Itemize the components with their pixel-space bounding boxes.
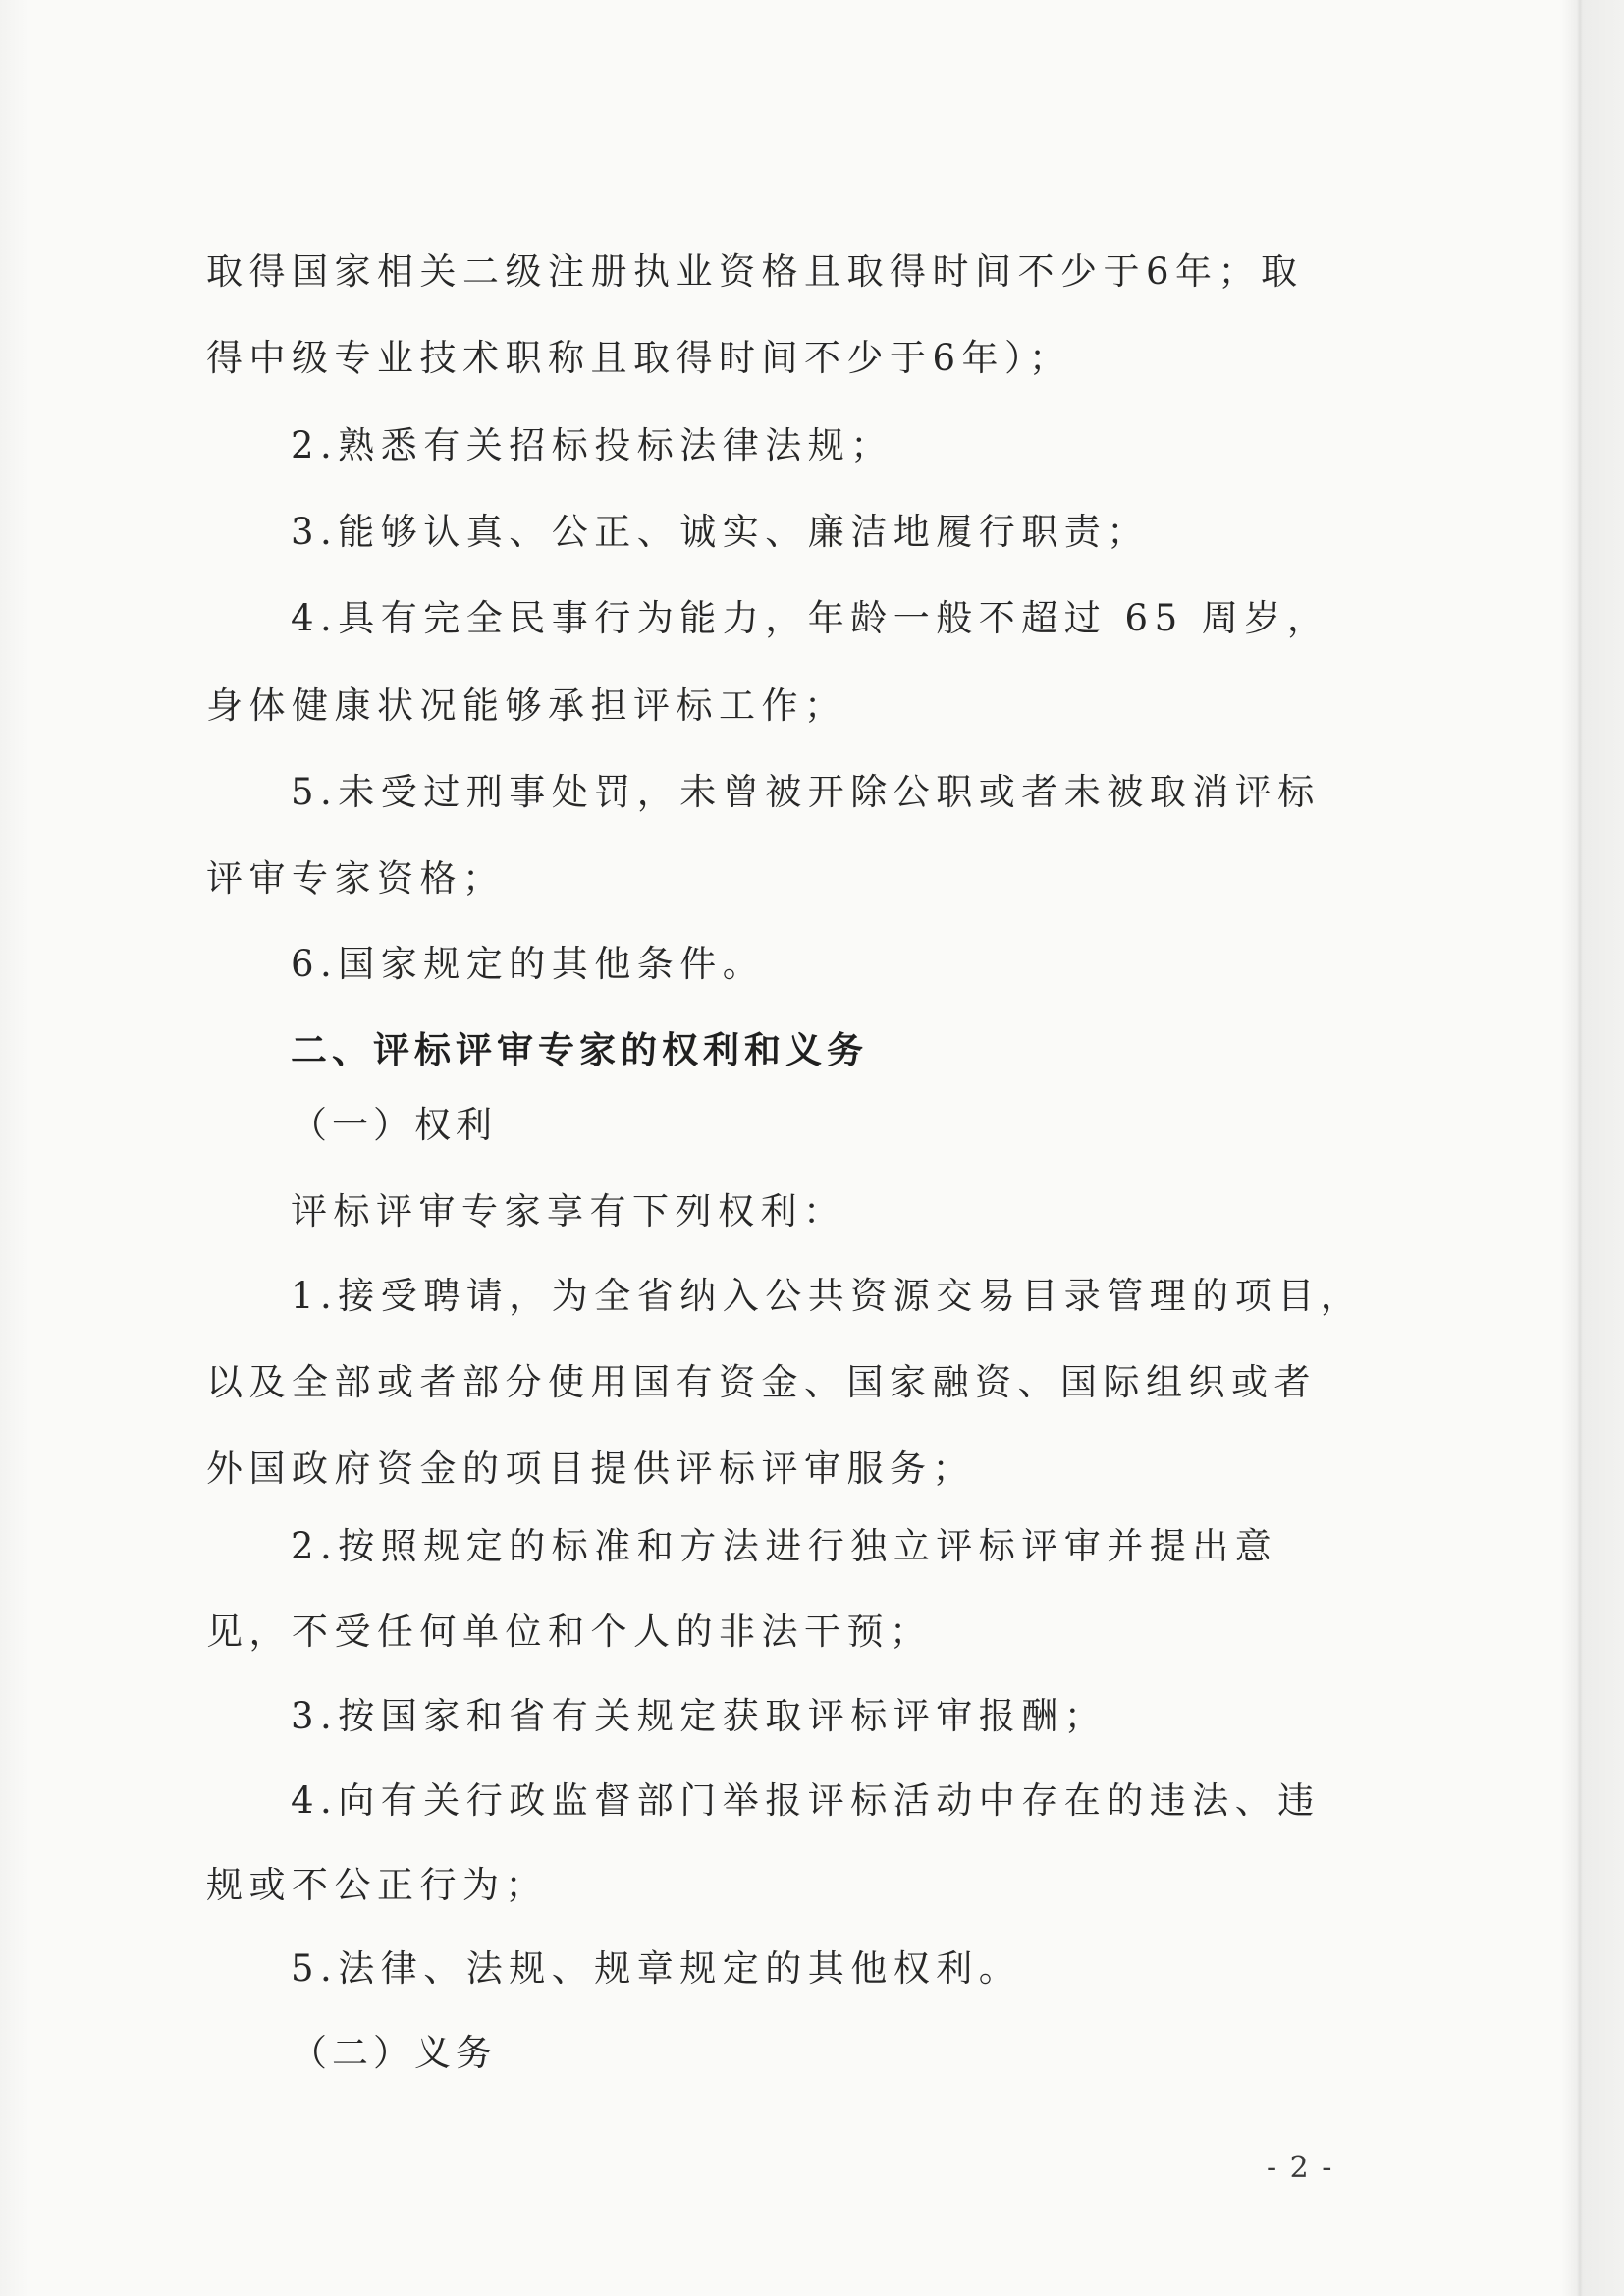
text-line: 见，不受任何单位和个人的非法干预； bbox=[206, 1611, 933, 1653]
section-heading: 二、评标评审专家的权利和义务 bbox=[291, 1029, 868, 1071]
text-line: 4.具有完全民事行为能力，年龄一般不超过 65 周岁， bbox=[291, 597, 1330, 639]
text-line: 1.接受聘请，为全省纳入公共资源交易目录管理的项目， bbox=[291, 1275, 1364, 1317]
text-line: 6.国家规定的其他条件。 bbox=[291, 943, 766, 985]
subsection-heading: （一）权利 bbox=[291, 1104, 497, 1146]
text-line: 取得国家相关二级注册执业资格且取得时间不少于6年；取 bbox=[206, 250, 1304, 293]
text-line: 4.向有关行政监督部门举报评标活动中存在的违法、违 bbox=[291, 1779, 1321, 1822]
text-line: 5.未受过刑事处罚，未曾被开除公职或者未被取消评标 bbox=[291, 771, 1321, 813]
text-line: 5.法律、法规、规章规定的其他权利。 bbox=[291, 1947, 1022, 1990]
text-line: 3.能够认真、公正、诚实、廉洁地履行职责； bbox=[291, 511, 1150, 553]
text-line: 评审专家资格； bbox=[206, 857, 506, 900]
text-line: 外国政府资金的项目提供评标评审服务； bbox=[206, 1448, 975, 1490]
text-line: 评标评审专家享有下列权利： bbox=[291, 1190, 846, 1232]
subsection-heading: （二）义务 bbox=[291, 2032, 497, 2074]
text-line: 规或不公正行为； bbox=[206, 1864, 548, 1906]
text-line: 以及全部或者部分使用国有资金、国家融资、国际组织或者 bbox=[206, 1361, 1317, 1403]
page-number: - 2 - bbox=[1267, 2151, 1334, 2185]
text-line: 得中级专业技术职称且取得时间不少于6年）； bbox=[206, 337, 1072, 379]
text-line: 2.按照规定的标准和方法进行独立评标评审并提出意 bbox=[291, 1525, 1278, 1567]
text-line: 3.按国家和省有关规定获取评标评审报酬； bbox=[291, 1695, 1108, 1737]
text-line: 身体健康状况能够承担评标工作； bbox=[206, 684, 847, 727]
text-line: 2.熟悉有关招标投标法律法规； bbox=[291, 424, 893, 466]
